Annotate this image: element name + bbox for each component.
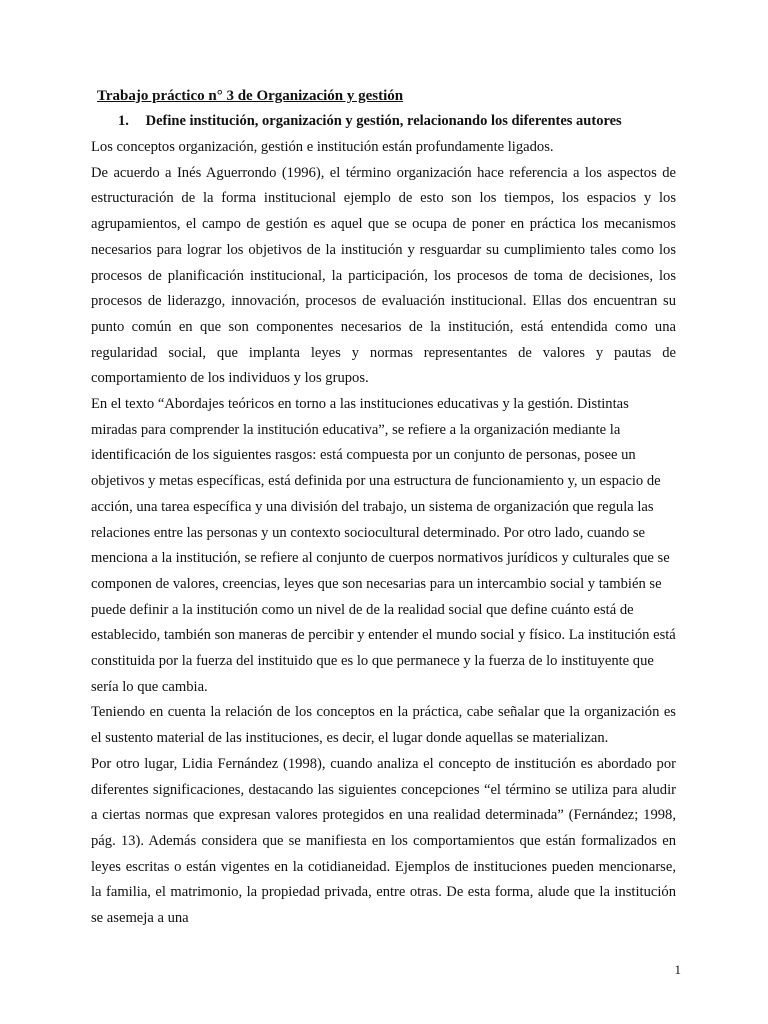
paragraph-aguerrondo: De acuerdo a Inés Aguerrondo (1996), el término organización hace referencia a los aspectos de estructuración de la forma institucional ejemplo de esto son los tiempos, los espacios y los agrupamientos, el campo de gestión es aquel que se ocupa de poner en práctica los mecanismos necesarios para lograr los objetivos de la institución y resguardar su cumplimiento tales como los procesos de planificación institucional, la participación, los procesos de toma de decisiones, los procesos de liderazgo, innovación, procesos de evaluación institucional. Ellas dos encuentran su punto común en que son componentes necesarios de la institución, está entendida como una regularidad social, que implanta leyes y normas representantes de valores y pautas de comportamiento de los individuos y los grupos. [91, 164, 676, 387]
paragraph-intro: Los conceptos organización, gestión e institución están profundamente ligados. [91, 139, 554, 155]
paragraph-abordajes: En el texto “Abordajes teóricos en torno a las instituciones educativas y la gestión. Distintas miradas para comprender la institución educativa”, se refiere a la organización mediante la identificación de los siguientes rasgos: está compuesta por un conjunto de personas, posee un objetivos y metas específicas, está definida por una estructura de funcionamiento y, un espacio de acción, una tarea específica y una división del trabajo, un sistema de organización que regula las relaciones entre las personas y un contexto sociocultural determinado. Por otro lado, cuando se menciona a la institución, se refiere al conjunto de cuerpos normativos jurídicos y culturales que se componen de valores, creencias, leyes que son necesarias para un intercambio social y también se puede definir a la institución como un nivel de de la realidad social que define cuánto está de establecido, también son maneras de percibir y entender el mundo social y físico. La institución está constituida por la fuerza del instituido que es lo que permanece y la fuerza de lo instituyente que sería lo que cambia. [91, 396, 676, 695]
question-number: 1. [118, 113, 129, 129]
paragraph-relacion: Teniendo en cuenta la relación de los conceptos en la práctica, cabe señalar que la organización es el sustento material de las instituciones, es decir, el lugar donde aquellas se materializan. [91, 704, 676, 747]
paragraph-fernandez: Por otro lugar, Lidia Fernández (1998), cuando analiza el concepto de institución es abordado por diferentes significaciones, destacando las siguientes concepciones “el término se utiliza para aludir a ciertas normas que expresan valores protegidos en una realidad determinada” (Fernández; 1998, pág. 13). Además considera que se manifiesta en los comportamientos que están formalizados en leyes escritas o están vigentes en la cotidianeidad. Ejemplos de instituciones pueden mencionarse, la familia, el matrimonio, la propiedad privada, entre otras. De esta forma, alude que la institución se asemeja a una [91, 755, 676, 927]
question-text: Define institución, organización y gestión, relacionando los diferentes autores [145, 113, 622, 129]
question-heading [118, 111, 622, 131]
page-number: 1 [674, 962, 681, 977]
document-title: Trabajo práctico n° 3 de Organización y gestión [97, 88, 404, 104]
document-body [91, 135, 676, 932]
